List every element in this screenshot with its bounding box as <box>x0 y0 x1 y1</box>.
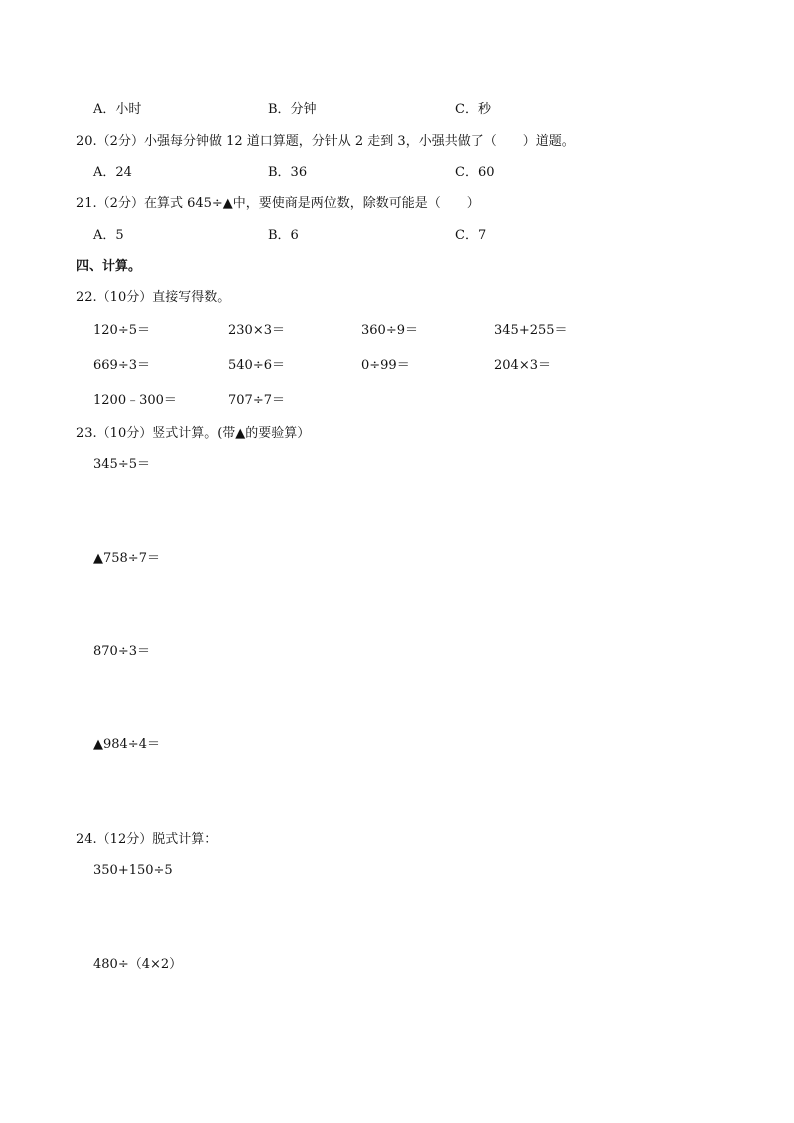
q23-item: 870÷3＝ <box>93 644 150 659</box>
q20-option-a: A．24 <box>93 165 132 180</box>
q20-option-c: C．60 <box>455 165 495 180</box>
q22-cell: 230×3＝ <box>228 323 285 338</box>
q21-stem: 21.（2分）在算式 645÷▲中，要使商是两位数，除数可能是（ ） <box>76 196 480 211</box>
q22-stem: 22.（10分）直接写得数。 <box>76 290 231 305</box>
q22-cell: 0÷99＝ <box>361 358 410 373</box>
q23-stem: 23.（10分）竖式计算。(带▲的要验算） <box>76 426 311 441</box>
q19-option-c: C．秒 <box>455 102 491 117</box>
q24-item: 480÷（4×2） <box>93 957 183 972</box>
q23-item: 345÷5＝ <box>93 457 150 472</box>
q22-cell: 120÷5＝ <box>93 323 150 338</box>
q24-stem: 24.（12分）脱式计算： <box>76 832 218 847</box>
q22-cell: 204×3＝ <box>494 358 551 373</box>
q22-cell: 1200﹣300＝ <box>93 393 177 408</box>
q22-cell: 707÷7＝ <box>228 393 285 408</box>
q22-cell: 345+255＝ <box>494 323 568 338</box>
q22-cell: 669÷3＝ <box>93 358 150 373</box>
q21-option-a: A．5 <box>93 228 124 243</box>
q21-option-b: B．6 <box>268 228 299 243</box>
q22-cell: 360÷9＝ <box>361 323 418 338</box>
q23-item: ▲758÷7＝ <box>93 551 160 566</box>
q20-option-b: B．36 <box>268 165 308 180</box>
q21-option-c: C．7 <box>455 228 487 243</box>
q23-item: ▲984÷4＝ <box>93 737 160 752</box>
q20-stem: 20.（2分）小强每分钟做 12 道口算题，分针从 2 走到 3，小强共做了（ ）道题。 <box>76 134 575 149</box>
q19-option-a: A．小时 <box>93 102 142 117</box>
q19-option-b: B．分钟 <box>268 102 317 117</box>
q22-cell: 540÷6＝ <box>228 358 285 373</box>
section-title: 四、计算。 <box>76 259 142 274</box>
q24-item: 350+150÷5 <box>93 863 173 878</box>
